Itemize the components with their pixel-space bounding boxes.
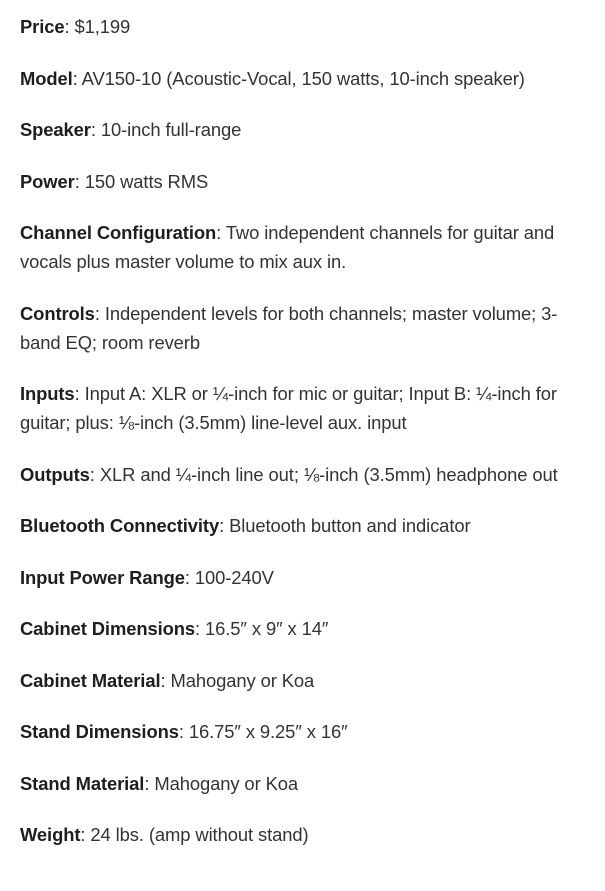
spec-label: Speaker (20, 119, 91, 140)
spec-separator: : (80, 824, 91, 845)
spec-item-cabinet-dimensions (20, 614, 589, 643)
spec-separator: : (89, 463, 100, 485)
spec-label: Stand Material (20, 772, 145, 794)
spec-separator: : (219, 515, 230, 536)
spec-label: Channel Configuration (20, 222, 217, 243)
spec-value: 100-240V (194, 566, 274, 588)
spec-value: 150 watts RMS (84, 170, 209, 192)
spec-item-channel-configuration (20, 218, 589, 276)
spec-value: AV150-10 (Acoustic-Vocal, 150 watts, 10-inch speaker) (81, 67, 525, 89)
spec-value: Independent levels for both channels; master volume; 3-band EQ; room reverb (20, 302, 558, 353)
spec-separator: : (74, 383, 85, 404)
spec-label: Cabinet Dimensions (20, 618, 195, 639)
spec-value: Mahogany or Koa (154, 772, 299, 794)
spec-item-bluetooth-connectivity (20, 511, 589, 540)
spec-value: 10-inch full-range (100, 119, 242, 140)
spec-item-stand-material (20, 769, 589, 798)
spec-separator: : (144, 772, 155, 794)
spec-item-outputs (20, 460, 589, 489)
spec-label: Inputs (20, 383, 75, 404)
spec-separator: : (178, 721, 189, 742)
spec-label: Cabinet Material (20, 669, 161, 691)
spec-item-speaker (20, 115, 589, 144)
spec-value: Mahogany or Koa (170, 669, 315, 691)
spec-separator: : (195, 618, 206, 639)
spec-label: Price (20, 16, 65, 37)
spec-separator: : (74, 170, 85, 192)
spec-item-stand-dimensions (20, 717, 589, 746)
spec-separator: : (94, 302, 105, 324)
spec-separator: : (64, 16, 75, 37)
spec-separator: : (72, 67, 82, 89)
spec-label: Model (20, 67, 73, 89)
spec-item-input-power-range (20, 563, 589, 592)
spec-value: Input A: XLR or ¼-inch for mic or guitar; Input B: ¼-inch for guitar; plus: ⅛-inch (3.5mm) line-level aux. input (20, 383, 557, 433)
spec-value: Bluetooth button and indicator (229, 515, 471, 536)
spec-item-price (20, 12, 589, 41)
spec-separator: : (184, 566, 195, 588)
spec-separator: : (160, 669, 171, 691)
spec-item-power (20, 167, 589, 196)
spec-value: 24 lbs. (amp without stand) (90, 824, 309, 845)
spec-item-controls (20, 299, 589, 357)
spec-label: Stand Dimensions (20, 721, 179, 742)
spec-label: Bluetooth Connectivity (20, 515, 220, 536)
spec-value: Two independent channels for guitar and vocals plus master volume to mix aux in. (20, 222, 555, 272)
spec-item-cabinet-material (20, 666, 589, 695)
spec-label: Outputs (20, 463, 90, 485)
spec-value: $1,199 (74, 16, 131, 37)
spec-label: Power (20, 170, 75, 192)
spec-label: Controls (20, 302, 95, 324)
spec-separator: : (90, 119, 101, 140)
spec-item-model (20, 64, 589, 93)
spec-label: Weight (20, 824, 81, 845)
spec-item-inputs (20, 379, 589, 437)
spec-value: XLR and ¼-inch line out; ⅛-inch (3.5mm) headphone out (99, 463, 558, 485)
spec-separator: : (216, 222, 226, 243)
spec-label: Input Power Range (20, 566, 185, 588)
spec-item-weight (20, 820, 589, 849)
spec-value: 16.5″ x 9″ x 14″ (205, 618, 329, 639)
spec-value: 16.75″ x 9.25″ x 16″ (188, 721, 348, 742)
